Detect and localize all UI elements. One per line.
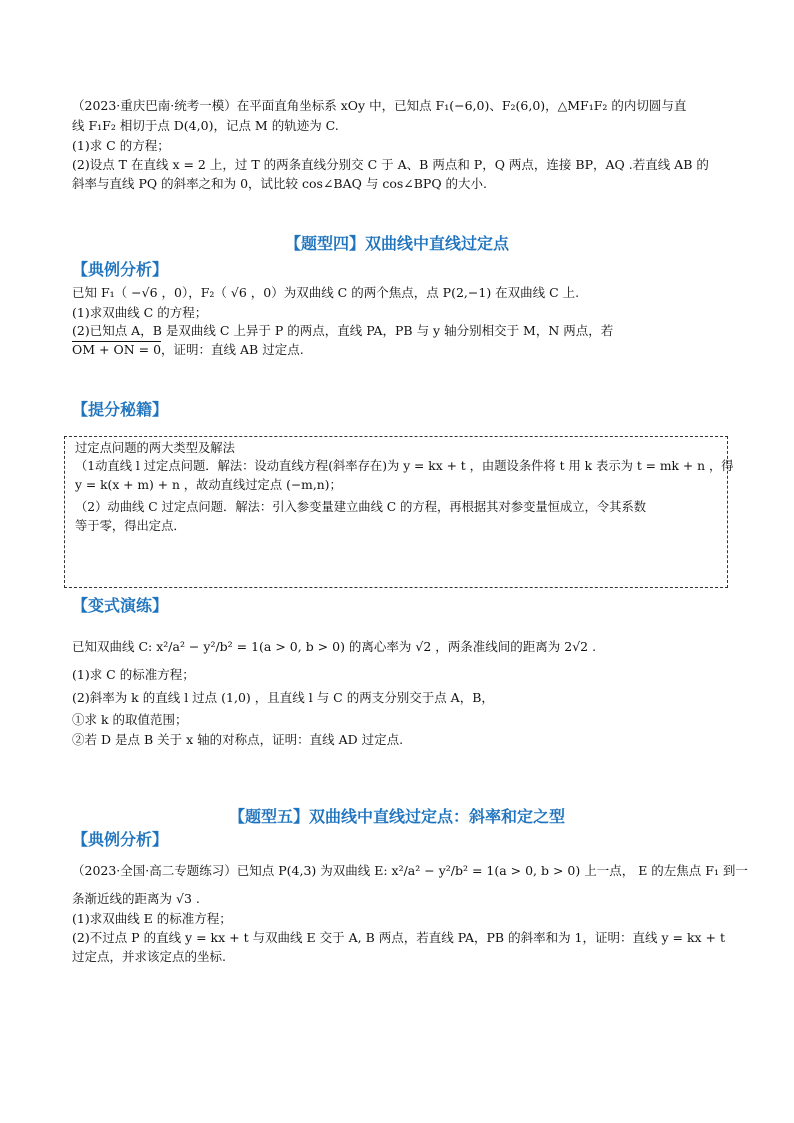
section4-example-line-1: 已知 F₁（ −√6 ，0），F₂（ √6 ，0）为双曲线 C 的两个焦点，点 P(2,−1) 在双曲线 C 上. (72, 285, 580, 300)
tips-line-5: 等于零，得出定点． (75, 519, 186, 533)
tips-line-3: y = k(x + m) + n ，故动直线过定点 (−m,n)； (75, 478, 342, 492)
section4-example-line-3: (2)已知点 A，B 是双曲线 C 上异于 P 的两点，直线 PA，PB 与 y 轴分别相交于 M，N 两点，若 (72, 323, 614, 338)
section4-tips-heading: 【提分秘籍】 (72, 400, 169, 419)
vector-expression: OM + ON = 0 (72, 342, 162, 357)
variant-line-4: ①求 k 的取值范围； (72, 712, 188, 727)
tips-line-4: （2）动曲线 C 过定点问题．解法：引入参变量建立曲线 C 的方程，再根据其对参变量恒成立，令其系数 (75, 500, 647, 514)
section5-line-4: (2)不过点 P 的直线 y = kx + t 与双曲线 E 交于 A, B 两点，若直线 PA，PB 的斜率和为 1，证明：直线 y = kx + t (72, 930, 726, 945)
variant-line-5: ②若 D 是点 B 关于 x 轴的对称点，证明：直线 AD 过定点. (72, 732, 404, 747)
section5-line-5: 过定点，并求该定点的坐标. (72, 949, 226, 964)
tips-line-1: 过定点问题的两大类型及解法 (75, 441, 235, 455)
problem1-line-1: （2023·重庆巴南·统考一模）在平面直角坐标系 xOy 中，已知点 F₁(−6,0)、F₂(6,0)，△MF₁F₂ 的内切圆与直 (72, 98, 687, 113)
problem1-line-2: 线 F₁F₂ 相切于点 D(4,0)，记点 M 的轨迹为 C. (72, 118, 339, 133)
problem1-line-4: (2)设点 T 在直线 x = 2 上，过 T 的两条直线分别交 C 于 A、B 两点和 P，Q 两点，连接 BP，AQ .若直线 AB 的 (72, 157, 709, 172)
variant-line-1: 已知双曲线 C: x²/a² − y²/b² = 1(a > 0, b > 0) 的离心率为 √2 ，两条准线间的距离为 2√2 . (72, 639, 597, 654)
variant-line-3: (2)斜率为 k 的直线 l 过点 (1,0) ，且直线 l 与 C 的两支分别交于点 A，B， (72, 690, 494, 705)
section5-title: 【题型五】双曲线中直线过定点：斜率和定之型 (228, 807, 565, 826)
section4-example-line-4 (72, 341, 304, 359)
section4-example-line-2: (1)求双曲线 C 的方程； (72, 305, 208, 320)
tips-box (64, 436, 734, 588)
problem1-line-3: (1)求 C 的方程； (72, 138, 170, 153)
section5-example-heading: 【典例分析】 (72, 830, 169, 849)
example-last-tail: ，证明：直线 AB 过定点. (161, 342, 304, 357)
section4-variant-heading: 【变式演练】 (72, 596, 169, 615)
problem1-line-5: 斜率与直线 PQ 的斜率之和为 0，试比较 cos∠BAQ 与 cos∠BPQ 的大小. (72, 176, 488, 191)
tips-line-2: （1动直线 l 过定点问题．解法：设动直线方程(斜率存在)为 y = kx + t ，由题设条件将 t 用 k 表示为 t = mk + n ，得 (75, 459, 734, 473)
variant-line-2: (1)求 C 的标准方程； (72, 667, 195, 682)
section5-line-2: 条渐近线的距离为 √3 . (72, 891, 200, 906)
section5-line-1: （2023·全国·高二专题练习）已知点 P(4,3) 为双曲线 E: x²/a² − y²/b² = 1(a > 0, b > 0) 上一点， E 的左焦点 F₁ 到一 (72, 863, 748, 878)
section5-line-3: (1)求双曲线 E 的标准方程； (72, 911, 232, 926)
section4-title: 【题型四】双曲线中直线过定点 (284, 234, 509, 253)
section4-example-heading: 【典例分析】 (72, 260, 169, 279)
